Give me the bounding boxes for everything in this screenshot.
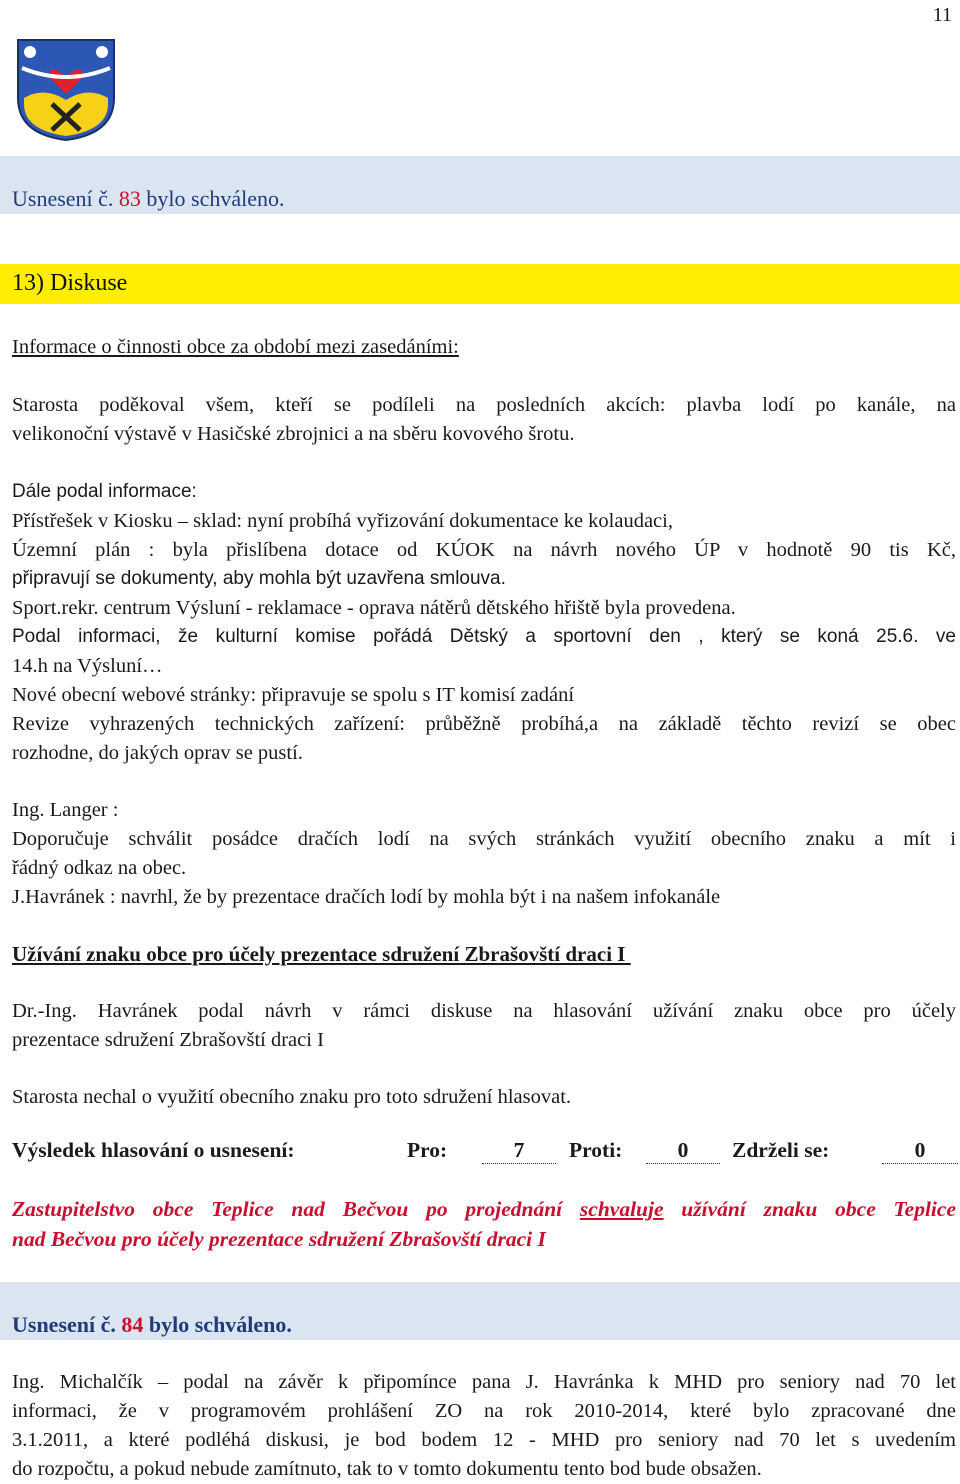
emblem-line-2: prezentace sdružení Zbrašovští draci I bbox=[12, 1029, 324, 1051]
emblem-usage-heading: Užívání znaku obce pro účely prezentace sdružení Zbrašovští draci I bbox=[12, 942, 631, 966]
coat-of-arms-logo bbox=[14, 38, 118, 142]
decision-line-1: Zastupitelstvo obce Teplice nad Bečvou po projednání schvaluje užívání znaku obce Teplice bbox=[12, 1197, 956, 1221]
vote-proti-value: 0 bbox=[646, 1138, 720, 1164]
vote-proti-label: Proti: bbox=[569, 1138, 623, 1162]
vote-pro-value: 7 bbox=[482, 1138, 556, 1164]
info-more-label: Dále podal informace: bbox=[12, 481, 197, 502]
langer-name: Ing. Langer : bbox=[12, 799, 119, 821]
page-number: 11 bbox=[932, 4, 952, 26]
info-line-7: Nové obecní webové stránky: připravuje se spolu s IT komisí zadání bbox=[12, 684, 575, 706]
vote-abstain-label: Zdrželi se: bbox=[732, 1138, 830, 1162]
info-line-5: Podal informaci, že kulturní komise pořádá Dětský a sportovní den , který se koná 25.6. ve bbox=[12, 626, 956, 647]
info-line-9: rozhodne, do jakých oprav se pustí. bbox=[12, 742, 303, 764]
vote-abstain-value: 0 bbox=[882, 1138, 958, 1164]
resolution-83: Usnesení č. 83 bylo schváleno. bbox=[12, 186, 285, 211]
info-p1-line2: velikonoční výstavě v Hasičské zbrojnici a na sběru kovového šrotu. bbox=[12, 423, 575, 445]
resolution-84: Usnesení č. 84 bylo schváleno. bbox=[12, 1312, 292, 1337]
emblem-line-3: Starosta nechal o využití obecního znaku pro toto sdružení hlasovat. bbox=[12, 1086, 572, 1108]
section-title: 13) Diskuse bbox=[12, 270, 128, 296]
emblem-line-1: Dr.-Ing. Havránek podal návrh v rámci diskuse na hlasování užívání znaku obce pro účely bbox=[12, 1000, 956, 1022]
info-line-4: Sport.rekr. centrum Výsluní - reklamace - oprava nátěrů dětského hřiště byla provedena. bbox=[12, 597, 736, 619]
vote-label: Výsledek hlasování o usnesení: bbox=[12, 1138, 295, 1162]
info-p1-line1: Starosta poděkoval všem, kteří se podíleli na posledních akcích: plavba lodí po kanále, na bbox=[12, 394, 956, 416]
mhd-line-4: do rozpočtu, a pokud nebude zamítnuto, tak to v tomto dokumentu tento bod bude obsažen. bbox=[12, 1458, 762, 1480]
decision-line-2: nad Bečvou pro účely prezentace sdružení Zbrašovští draci I bbox=[12, 1227, 546, 1251]
havranek-line: J.Havránek : navrhl, že by prezentace dračích lodí by mohla být i na našem infokanále bbox=[12, 886, 721, 908]
mhd-line-1: Ing. Michalčík – podal na závěr k připomínce pana J. Havránka k MHD pro seniory nad 70 let bbox=[12, 1371, 956, 1393]
info-line-2: Územní plán : byla přislíbena dotace od KÚOK na návrh nového ÚP v hodnotě 90 tis Kč, bbox=[12, 539, 956, 561]
langer-line-1: Doporučuje schválit posádce dračích lodí na svých stránkách využití obecního znaku a mít i bbox=[12, 828, 956, 850]
langer-line-2: řádný odkaz na obec. bbox=[12, 857, 187, 879]
info-line-3: připravují se dokumenty, aby mohla být uzavřena smlouva. bbox=[12, 568, 506, 589]
info-line-6: 14.h na Výsluní… bbox=[12, 655, 163, 677]
mhd-line-2: informaci, že v programovém prohlášení ZO na rok 2010-2014, které bylo zpracované dne bbox=[12, 1400, 956, 1422]
info-line-8: Revize vyhrazených technických zařízení: průběžně probíhá,a na základě těchto revizí se obec bbox=[12, 713, 956, 735]
mhd-line-3: 3.1.2011, a které podléhá diskusi, je bod bodem 12 - MHD pro seniory nad 70 let s uvedením bbox=[12, 1429, 956, 1451]
info-heading: Informace o činnosti obce za období mezi zasedáními: bbox=[12, 336, 459, 358]
section-heading-bar bbox=[0, 264, 960, 304]
vote-pro-label: Pro: bbox=[407, 1138, 448, 1162]
info-line-1: Přístřešek v Kiosku – sklad: nyní probíhá vyřizování dokumentace ke kolaudaci, bbox=[12, 510, 673, 532]
